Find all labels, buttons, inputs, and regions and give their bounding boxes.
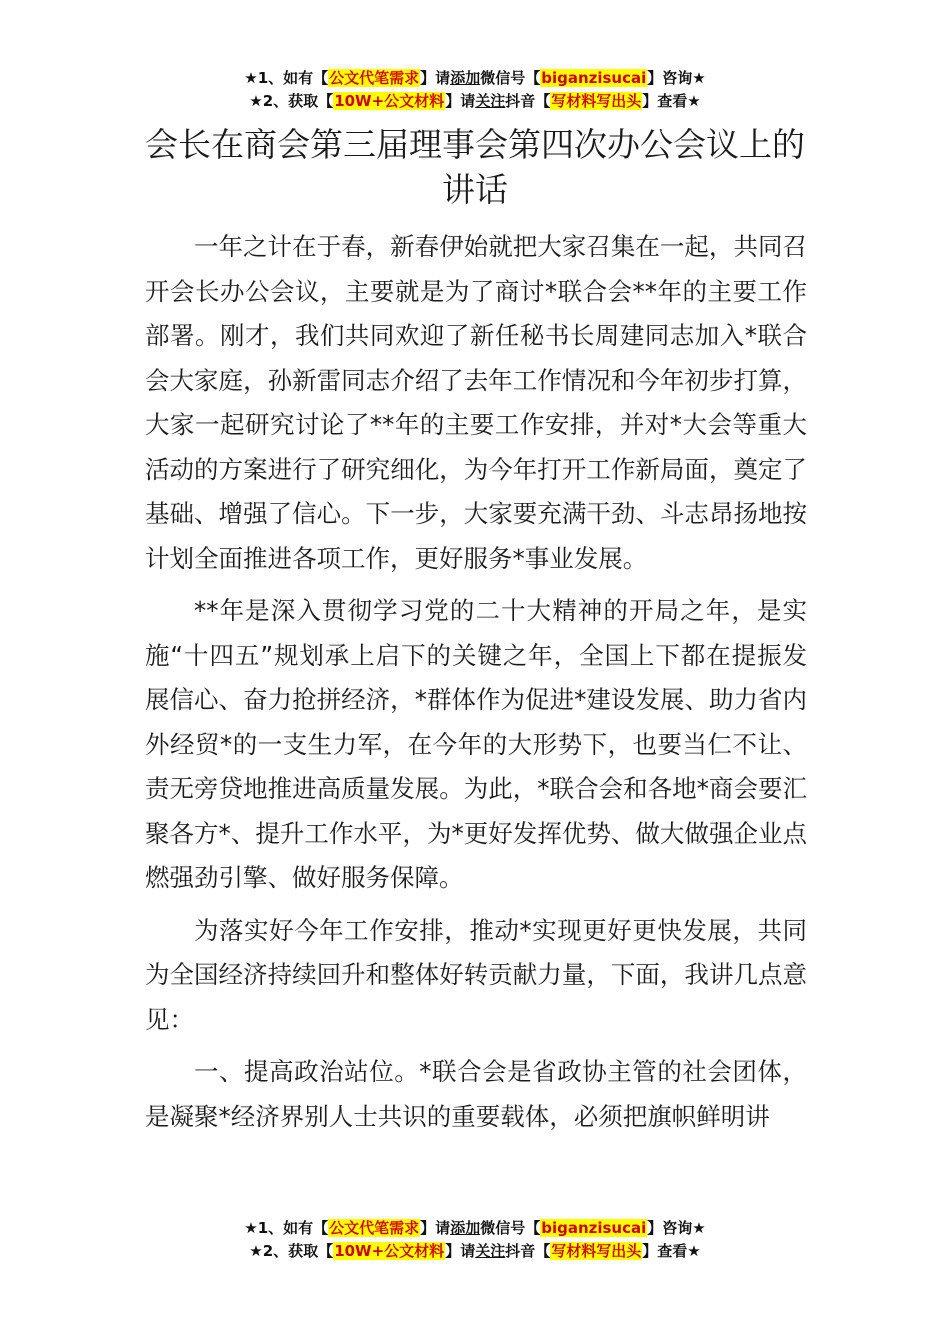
body-paragraph: 为落实好今年工作安排，推动*实现更好更快发展，共同为全国经济持续回升和整体好转贡献力量，下面，我讲几点意见： <box>145 915 807 1034</box>
promo-wechat-id: biganzisucai <box>541 1219 647 1237</box>
promo-text: 】请 <box>445 92 476 110</box>
promo-text: 抖音【 <box>505 92 551 110</box>
promo-douyin-id: 写材料写出头 <box>551 1242 642 1260</box>
promo-banner-top <box>0 67 950 113</box>
promo-text: ★1、如有【 <box>244 1219 329 1237</box>
promo-underline: 添加 <box>450 69 481 87</box>
promo-text: ★2、获取【 <box>249 1242 334 1260</box>
promo-highlight: 10W+公文材料 <box>334 1242 445 1260</box>
promo-text: 抖音【 <box>505 1242 551 1260</box>
body-paragraph: 一、提高政治站位。*联合会是省政协主管的社会团体，是凝聚*经济界别人士共识的重要载体，必须把旗帜鲜明讲 <box>145 1057 807 1131</box>
body-paragraph: 一年之计在于春，新春伊始就把大家召集在一起，共同召开会长办公会议，主要就是为了商讨*联合会**年的主要工作部署。刚才，我们共同欢迎了新任秘书长周建同志加入*联合会大家庭，孙新雷同志介绍了去年工作情况和今年初步打算，大家一起研究讨论了**年的主要工作安排，并对*大会等重大活动的方案进行了研究细化，为今年打开工作新局面，奠定了基础、增强了信心。下一步，大家要充满干劲、斗志昂扬地按计划全面推进各项工作，更好服务*事业发展。 <box>145 232 807 573</box>
promo-text: ★1、如有【 <box>244 69 329 87</box>
body-paragraph: **年是深入贯彻学习党的二十大精神的开局之年，是实施“十四五”规划承上启下的关键之年，全国上下都在提振发展信心、奋力抢拼经济，*群体作为促进*建设发展、助力省内外经贸*的一支生力军，在今年的大形势下，也要当仁不让、责无旁贷地推进高质量发展。为此，*联合会和各地*商会要汇聚各方*、提升工作水平，为*更好发挥优势、做大做强企业点燃强劲引擎、做好服务保障。 <box>145 596 807 892</box>
document-title: 会长在商会第三届理事会第四次办公会议上的讲话 <box>145 125 805 209</box>
document-body <box>145 225 807 1147</box>
promo-banner-bottom <box>0 1217 950 1263</box>
promo-text: 】咨询★ <box>647 1219 706 1237</box>
promo-underline: 关注 <box>475 92 506 110</box>
promo-text: 】请 <box>445 1242 476 1260</box>
promo-wechat-id: biganzisucai <box>541 69 647 87</box>
promo-underline: 添加 <box>450 1219 481 1237</box>
promo-text: 】查看★ <box>642 1242 701 1260</box>
promo-line-2 <box>0 90 950 113</box>
promo-text: 】查看★ <box>642 92 701 110</box>
promo-text: 微信号【 <box>480 69 541 87</box>
promo-text: 】咨询★ <box>647 69 706 87</box>
promo-highlight: 10W+公文材料 <box>334 92 445 110</box>
promo-underline: 关注 <box>475 1242 506 1260</box>
promo-highlight: 公文代笔需求 <box>329 1219 420 1237</box>
promo-douyin-id: 写材料写出头 <box>551 92 642 110</box>
promo-line-1 <box>0 67 950 90</box>
promo-text: 微信号【 <box>480 1219 541 1237</box>
promo-line-2 <box>0 1240 950 1263</box>
promo-highlight: 公文代笔需求 <box>329 69 420 87</box>
promo-text: 】请 <box>420 1219 451 1237</box>
promo-line-1 <box>0 1217 950 1240</box>
promo-text: 】请 <box>420 69 451 87</box>
promo-text: ★2、获取【 <box>249 92 334 110</box>
